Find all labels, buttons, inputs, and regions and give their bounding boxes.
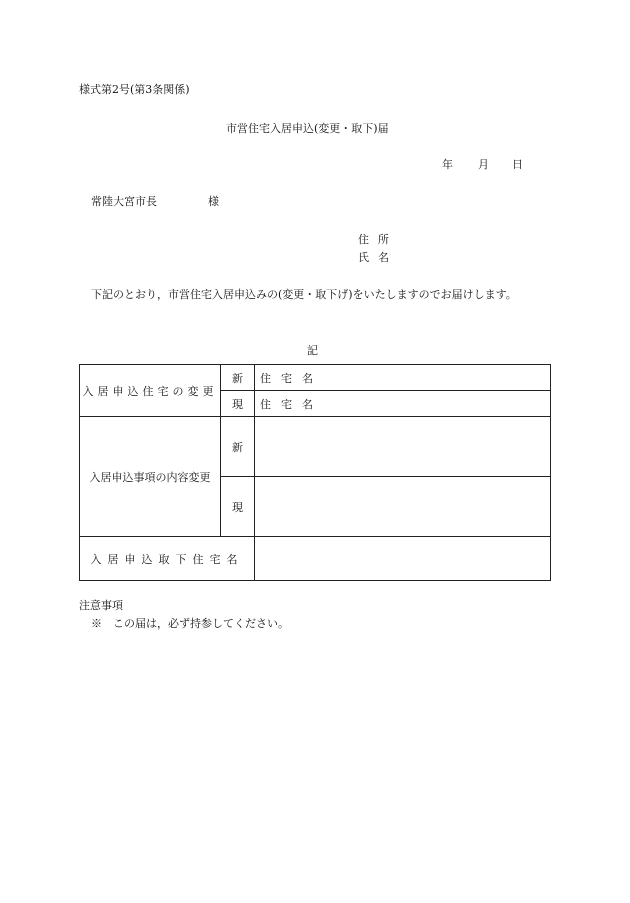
recipient-name: 常陸大宮市長 (91, 195, 157, 208)
table-row (80, 365, 551, 391)
table-row (80, 537, 551, 581)
application-form-table (79, 364, 551, 581)
new-housing-name-field[interactable]: 住宅名 (255, 365, 551, 391)
notes-title: 注意事項 (79, 599, 123, 612)
note-item: ※ この届は，必ず持参してください。 (91, 617, 289, 630)
content-change-label: 入居申込事項の内容変更 (80, 417, 221, 537)
current-label: 現 (221, 477, 255, 537)
withdraw-housing-name-field[interactable] (255, 537, 551, 581)
new-label: 新 (221, 365, 255, 391)
ki-heading: 記 (307, 344, 318, 357)
date-month-label: 月 (478, 158, 489, 171)
recipient-honorific: 様 (208, 195, 219, 208)
document-title: 市営住宅入居申込(変更・取下)届 (226, 122, 389, 135)
name-label: 氏名 (358, 251, 398, 264)
housing-change-label: 入居申込住宅の変更 (80, 365, 221, 417)
address-label: 住所 (358, 233, 398, 246)
withdraw-label: 入居申込取下住宅名 (80, 537, 255, 581)
date-day-label: 日 (512, 158, 523, 171)
new-content-field[interactable] (255, 417, 551, 477)
current-content-field[interactable] (255, 477, 551, 537)
current-label: 現 (221, 391, 255, 417)
date-year-label: 年 (442, 158, 453, 171)
intro-text: 下記のとおり，市営住宅入居申込みの(変更・取下げ)をいたしますのでお届けします。 (91, 288, 517, 301)
new-label: 新 (221, 417, 255, 477)
form-number: 様式第2号(第3条関係) (79, 83, 190, 96)
table-row (80, 417, 551, 477)
current-housing-name-field[interactable]: 住宅名 (255, 391, 551, 417)
